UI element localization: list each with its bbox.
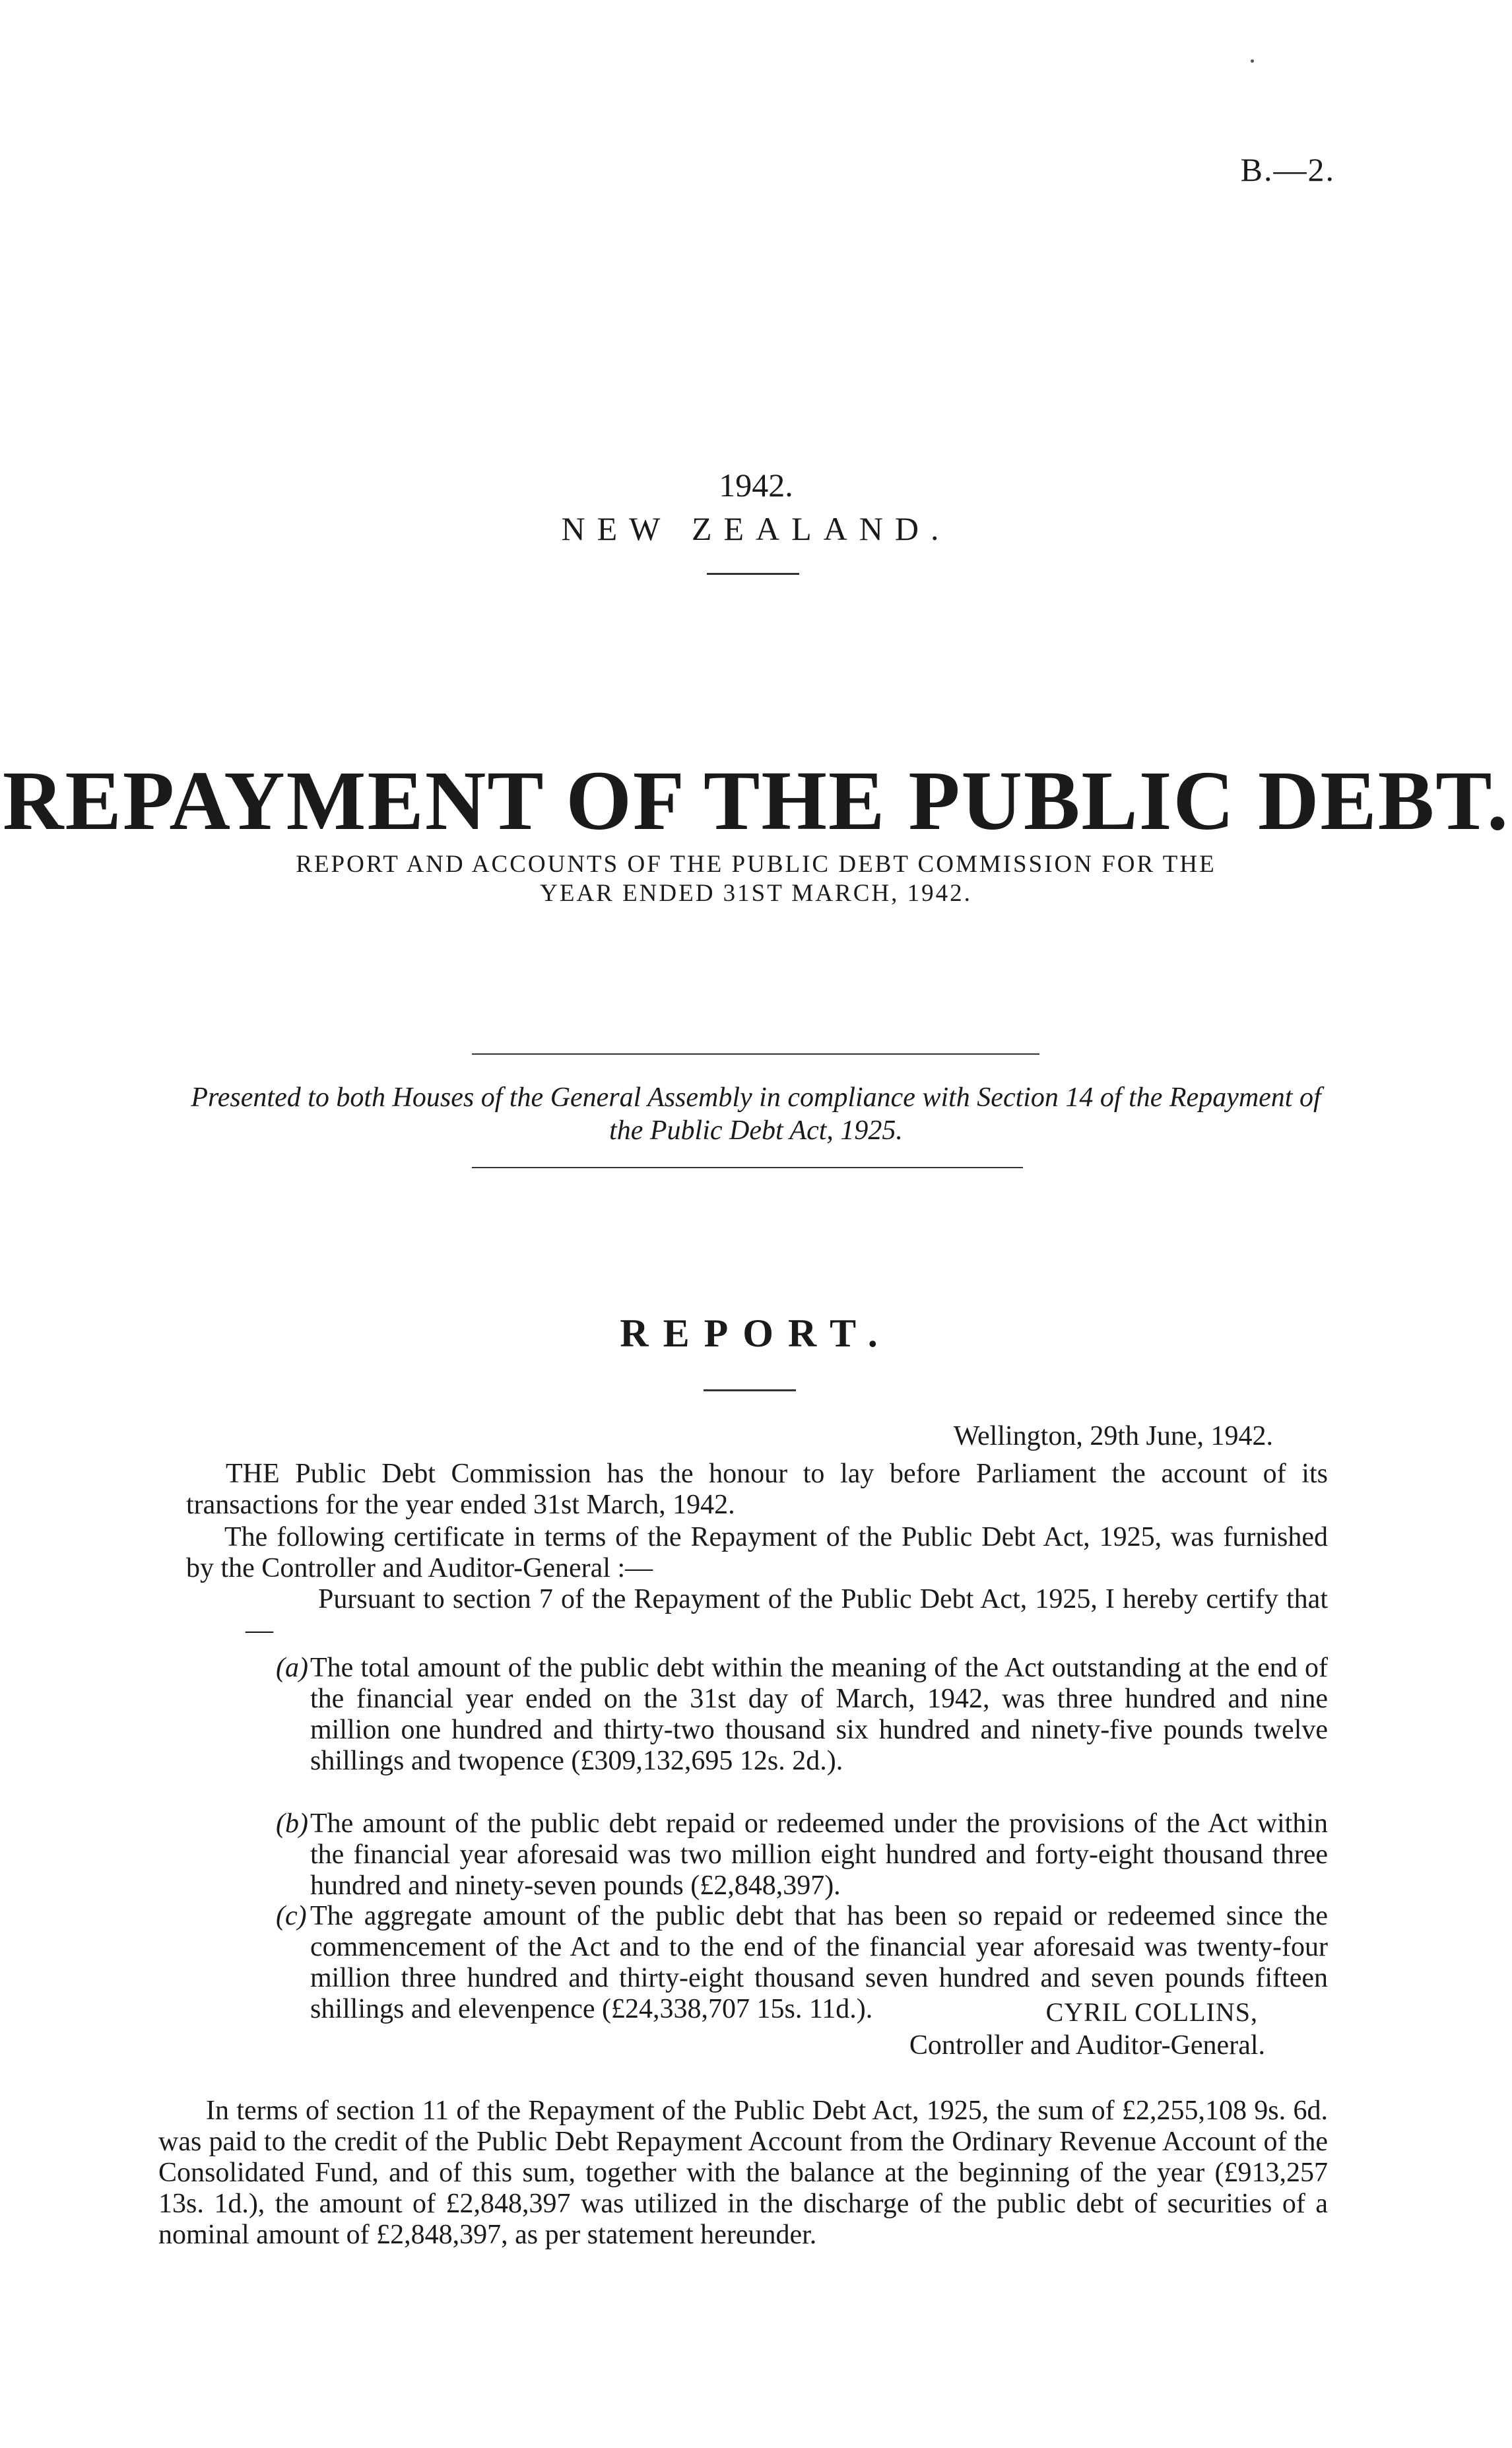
- main-title: REPAYMENT OF THE PUBLIC DEBT.: [3, 754, 1509, 847]
- signatory-title: Controller and Auditor-General.: [909, 2030, 1265, 2061]
- item-text: The total amount of the public debt within the meaning of the Act outstanding at the end of the financial year ended on the 31st day of March, 1942, was three hundred and nine million one hundred and thirty-two thousand six hundred and ninety-five pounds twelve shillings and twopence (£309,132,695 12s. 2d.).: [310, 1653, 1328, 1776]
- subtitle: REPORT AND ACCOUNTS OF THE PUBLIC DEBT COMMISSION FOR THE YEAR ENDED 31ST MARCH, 1942.: [296, 851, 1216, 907]
- signatory-name: CYRIL COLLINS,: [1045, 1997, 1258, 2027]
- paragraph-certificate-note: The following certificate in terms of the Repayment of the Public Debt Act, 1925, was furnished by the Controller and Auditor-General :—: [186, 1522, 1328, 1583]
- paper-reference: B.—2.: [1240, 151, 1335, 188]
- divider-rule: [704, 1389, 796, 1391]
- corner-mark: [1251, 59, 1254, 63]
- publication-year: 1942.: [719, 467, 793, 504]
- certificate-item: [276, 1653, 1328, 1777]
- report-heading: REPORT.: [620, 1311, 892, 1355]
- item-text: The amount of the public debt repaid or redeemed under the provisions of the Act within the financial year aforesaid was two million eight hundred and forty-eight thousand three hundred and ninety-seven pounds (£2,848,397).: [310, 1808, 1328, 1901]
- paragraph-repayment: In terms of section 11 of the Repayment of the Public Debt Act, 1925, the sum of £2,255,108 9s. 6d. was paid to the credit of the Public Debt Repayment Account from the Ordinary Revenue Account of the Consolidated Fund, and of this sum, together with the balance at the beginning of the year (£913,257 13s. 1d.), the amount of £2,848,397 was utilized in the discharge of the public debt of securities of a nominal amount of £2,848,397, as per statement hereunder.: [158, 2096, 1328, 2250]
- certificate-item: [276, 1808, 1328, 1902]
- certificate-intro: Pursuant to section 7 of the Repayment of the Public Debt Act, 1925, I hereby certify that—: [246, 1584, 1328, 1645]
- country-heading: NEW ZEALAND.: [561, 510, 951, 547]
- divider-rule: [707, 573, 799, 575]
- item-marker: (c): [276, 1901, 307, 1931]
- item-marker: (b): [276, 1808, 308, 1839]
- paragraph-intro: [186, 1459, 1328, 1521]
- presentation-note: Presented to both Houses of the General Assembly in compliance with Section 14 of the Repayment of the Public Debt Act, 1925.: [191, 1082, 1321, 1146]
- item-marker: (a): [276, 1653, 308, 1683]
- paragraph-text: THE Public Debt Commission has the honour to lay before Parliament the account of its transactions for the year ended 31st March, 1942.: [186, 1459, 1328, 1520]
- place-date: Wellington, 29th June, 1942.: [953, 1421, 1273, 1451]
- divider-rule: [472, 1167, 1023, 1168]
- item-text: The aggregate amount of the public debt that has been so repaid or redeemed since the commencement of the Act and to the end of the financial year aforesaid was twenty-four million three hundred and thirty-eight thousand seven hundred and seven pounds fifteen shillings and elevenpence (£24,338,707 15s. 11d.).: [310, 1901, 1328, 2024]
- divider-rule: [472, 1053, 1039, 1055]
